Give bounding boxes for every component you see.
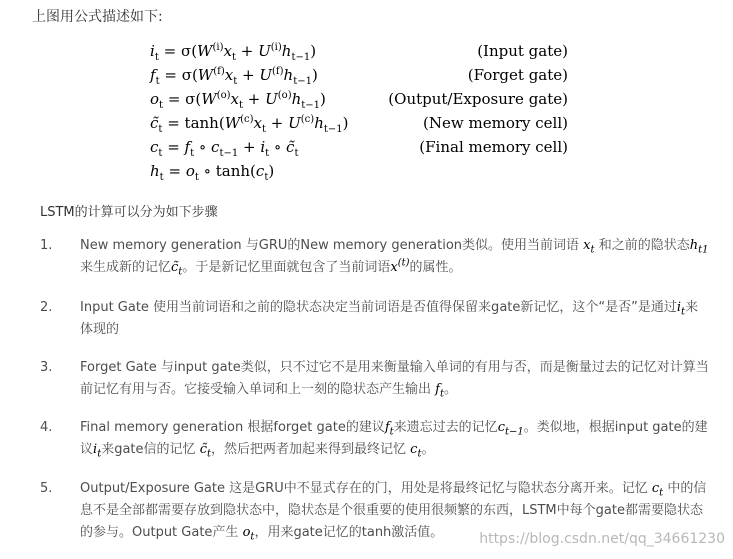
- formula-block: [150, 42, 568, 186]
- step-text: Output/Exposure Gate 这是GRU中不显式存在的门，用处是将最终记忆与隐状态分离开来。记忆 $c_t$ 中的信息不是全部都需要存放到隐状态中，隐状态是个很重要的使用很频繁的东西，LSTM中每个gate都需要隐状态的参与。Output Gate产生 $o_t$，用来gate记忆的tanh激活值。: [80, 481, 707, 543]
- formula-label: (Final memory cell): [419, 138, 568, 156]
- formula-label: (Forget gate): [467, 66, 568, 84]
- step-number: 4.: [40, 420, 53, 435]
- steps-title: LSTM的计算可以分为如下步骤: [40, 205, 218, 220]
- formula-label: (Input gate): [477, 42, 568, 60]
- formula-input-gate: [150, 42, 568, 66]
- step-text: Forget Gate 与input gate类似，只不过它不是用来衡量输入单词的有用与否，而是衡量过去的记忆对计算当前记忆有用与否。它接受输入单词和上一刻的隐状态产生输出 $f_t$。: [80, 360, 709, 400]
- formula-math: $c̃_t = \tanh(W^{(c)}x_t + U^{(c)}h_{t-1})$: [150, 114, 349, 135]
- intro-text: 上图用公式描述如下:: [32, 9, 163, 25]
- formula-math: $h_t = o_t$ ∘ $\tanh(c_t)$: [150, 162, 275, 183]
- formula-forget-gate: [150, 66, 568, 90]
- formula-new-memory: [150, 114, 568, 138]
- formula-math: $f_t = \sigma(W^{(f)}x_t + U^{(f)}h_{t-1})$: [150, 66, 318, 87]
- step-number: 3.: [40, 360, 53, 375]
- formula-final-memory: [150, 138, 568, 162]
- watermark: https://blog.csdn.net/qq_34661230: [479, 531, 725, 547]
- formula-math: $o_t = \sigma(W^{(o)}x_t + U^{(o)}h_{t-1})$: [150, 90, 326, 111]
- step-number: 5.: [40, 481, 53, 496]
- formula-math: $c_t = f_t$ ∘ $c_{t-1} + i_t$ ∘ $c̃_t$: [150, 138, 299, 159]
- formula-hidden-state: [150, 162, 568, 186]
- step-text: Final memory generation 根据forget gate的建议$f_t$来遗忘过去的记忆$c_{t-1}$。类似地，根据input gate的建议$i_t$来gate信的记忆 $c̃_t$，然后把两者加起来得到最终记忆 $c_t$。: [80, 420, 708, 460]
- step-text: Input Gate 使用当前词语和之前的隐状态决定当前词语是否值得保留来gate新记忆，这个“是否”是通过$i_t$来体现的: [80, 300, 699, 337]
- step-text: New memory generation 与GRU的New memory generation类似。使用当前词语 $x_t$ 和之前的隐状态$h_{t1}$来生成新的记忆$c̃_t$。于是新记忆里面就包含了当前词语$x^{(t)}$的属性。: [80, 238, 709, 278]
- formula-output-gate: [150, 90, 568, 114]
- formula-label: (New memory cell): [423, 114, 568, 132]
- step-number: 1.: [40, 238, 53, 253]
- step-number: 2.: [40, 300, 53, 315]
- formula-label: (Output/Exposure gate): [388, 90, 568, 108]
- formula-math: $i_t = \sigma(W^{(i)}x_t + U^{(i)}h_{t-1})$: [150, 42, 317, 63]
